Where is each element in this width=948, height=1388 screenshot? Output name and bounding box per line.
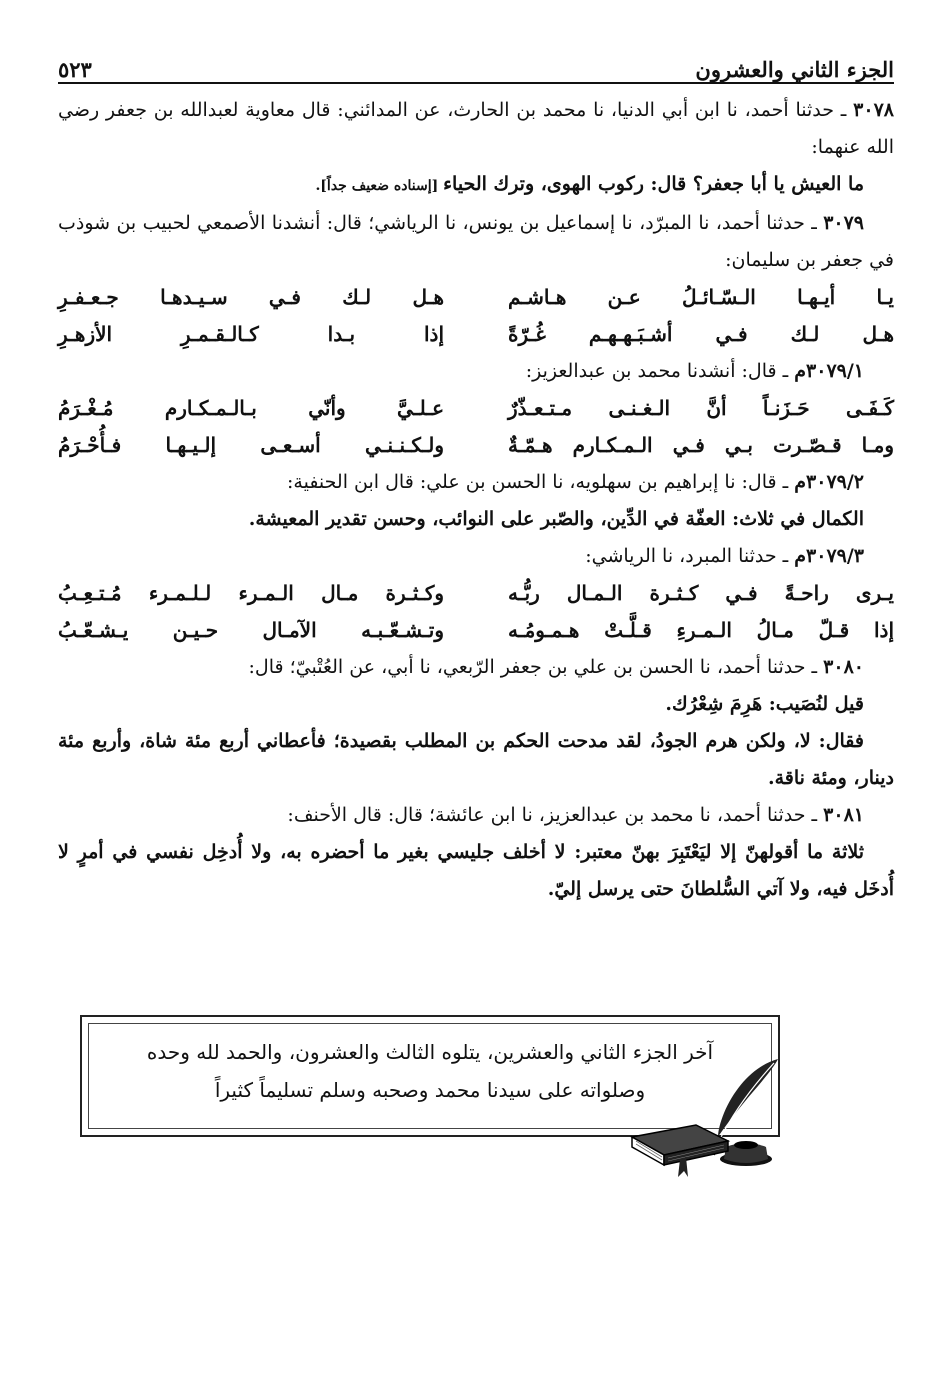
entry-3079-1 [58, 353, 894, 390]
verse-line [58, 612, 894, 649]
entry-3078-text [58, 166, 894, 205]
verse-hemistich-second: وتـشـعّـبـه الآمـال حـيـن يـشـعّـبُ [58, 618, 444, 642]
verse-hemistich-second: إذا بـدا كـالـقـمـرِ الأزهـرِ [58, 322, 444, 346]
separator: ـ [776, 545, 795, 567]
isnad: حدثنا المبرد، نا الرياشي: [585, 545, 777, 567]
entry-3080-text: قيل لنُصَيب: هَرِمَ شِعْرُك. [665, 693, 864, 715]
entry-3079-2 [58, 464, 894, 501]
matn: ما العيش يا أبا جعفر؟ قال: ركوب الهوى، وترك الحياء [443, 173, 864, 195]
entry-number: ٣٠٨١ [823, 804, 864, 826]
entry-3081 [58, 797, 894, 834]
isnad: قال: نا إبراهيم بن سهلويه، نا الحسن بن علي: قال ابن الحنفية: [287, 471, 777, 493]
isnad: حدثنا أحمد، نا محمد بن عبدالعزيز، نا ابن عائشة؛ قال: قال الأحنف: [287, 804, 806, 826]
entry-number: ٣٠٧٩/١م [794, 360, 864, 382]
verse-line [58, 390, 894, 427]
colophon-line-1: آخر الجزء الثاني والعشرين، يتلوه الثالث والعشرون، والحمد لله وحده [146, 1040, 714, 1064]
entry-3081-text: ثلاثة ما أقولهنّ إلا ليَعْتَبِرَ بهنّ معتبر: لا أخلف جليسي بغير ما أحضره به، ولا أُدخِل نفسي في أمرٍ لا أُدخَل فيه، ولا آتي السُّلطانَ حتى يرسل إليّ. [58, 841, 894, 900]
separator: ـ [804, 212, 824, 234]
isnad: قال: أنشدنا محمد بن عبدالعزيز: [525, 360, 777, 382]
verse-line [58, 316, 894, 353]
verse-hemistich-first: إذا قـلّ مـالُ الـمـرءِ قـلَّـتْ هـمـومُـه [508, 618, 894, 642]
verse-hemistich-second: ولـكـنـنـي أسـعـى إلـيـهـا فـأُحْـرَمُ [58, 433, 444, 457]
entry-3079-3 [58, 538, 894, 575]
verse-hemistich-second: عـلـيَّ وأنّي بـالـمـكـارم مُـغْـرَمُ [58, 396, 444, 420]
isnad: حدثنا أحمد، نا الحسن بن علي بن جعفر الرّبعي، نا أبي، عن العُتْبيّ؛ قال: [248, 656, 806, 678]
entry-3080 [58, 649, 894, 686]
page-number: ٥٢٣ [58, 57, 92, 82]
entry-number: ٣٠٨٠ [823, 656, 864, 678]
running-header [58, 36, 894, 84]
entry-3080-text-2: فقال: لا، ولكن هرم الجودُ، لقد مدحت الحكم بن المطلب بقصيدة؛ فأعطاني أربع مئة شاة، وأربع مئة دينار، ومئة ناقة. [58, 730, 894, 789]
isnad: حدثنا أحمد، نا المبرّد، نا إسماعيل بن يونس، نا الرياشي؛ قال: أنشدنا الأصمعي لحبيب بن شوذب في جعفر بن سليمان: [58, 212, 894, 271]
separator: ـ [776, 360, 795, 382]
verse-line [58, 279, 894, 316]
colophon-line-2: وصلواته على سيدنا محمد وصحبه وسلم تسليماً كثيراً [214, 1078, 646, 1102]
verse-line [58, 575, 894, 612]
verse-hemistich-second: هـل لـك فـي سـيـدهـا جـعـفـرِ [58, 285, 444, 309]
verse-hemistich-first: ومـا قـصّـرت بـي فـي الـمـكـارم هـمّـةٌ [508, 433, 894, 457]
separator: ـ [776, 471, 795, 493]
separator: ـ [805, 656, 824, 678]
page-body [58, 84, 894, 908]
header-title: الجزء الثاني والعشرون [695, 57, 894, 82]
verse-hemistich-first: يـا أيـهـا الـسّـائـلُ عـن هـاشـم [508, 285, 894, 309]
entry-3078 [58, 92, 894, 166]
verse-hemistich-first: هـل لـك فـي أشـبَـهـهـم غُـرّةً [508, 322, 894, 346]
book-quill-inkwell-icon [628, 1055, 778, 1180]
separator: ـ [834, 99, 854, 121]
entry-3079 [58, 205, 894, 279]
verse-hemistich-second: وكـثـرة مـال الـمـرء لـلـمـرء مُـتـعِـبُ [58, 581, 444, 605]
entry-3079-2-text: الكمال في ثلاث: العفّة في الدِّين، والصّبر على النوائب، وحسن تقدير المعيشة. [248, 508, 864, 530]
verse-hemistich-first: يـرى راحـةً فـي كـثـرة الـمـال ربُّـه [508, 581, 894, 605]
grading-note: [إسناده ضعيف جداً]. [315, 178, 444, 194]
page [58, 36, 894, 908]
entry-number: ٣٠٧٩/٣م [794, 545, 864, 567]
entry-number: ٣٠٧٨ [853, 99, 894, 121]
isnad: حدثنا أحمد، نا ابن أبي الدنيا، نا محمد بن الحارث، عن المدائني: قال معاوية لعبدالله بن جعفر رضي الله عنهما: [58, 99, 894, 158]
entry-number: ٣٠٧٩ [823, 212, 865, 234]
entry-number: ٣٠٧٩/٢م [794, 471, 864, 493]
verse-hemistich-first: كَـفَـى حَـزَنـاً أنَّ الـغـنـى مـتـعـذّرٌ [508, 396, 894, 420]
separator: ـ [805, 804, 824, 826]
verse-line [58, 427, 894, 464]
